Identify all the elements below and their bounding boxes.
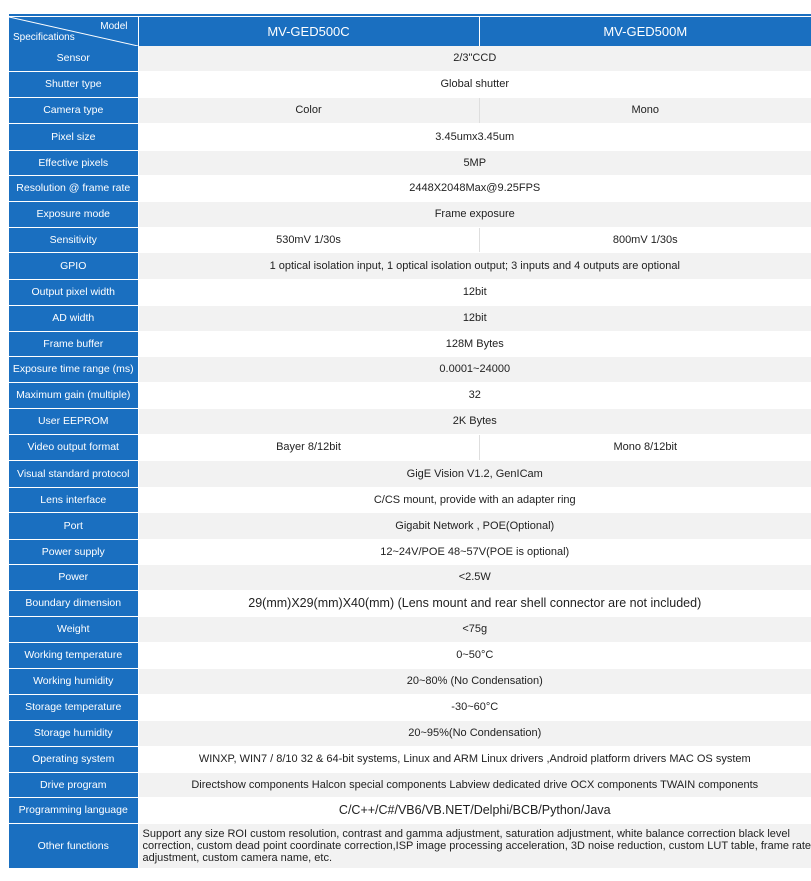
spec-label: Exposure mode: [9, 201, 138, 227]
spec-label: Lens interface: [9, 487, 138, 512]
spec-value: 2/3"CCD: [138, 46, 811, 71]
spec-label: Frame buffer: [9, 331, 138, 356]
spec-value: Global shutter: [138, 71, 811, 97]
spec-row: [9, 175, 811, 201]
model-b-header: MV-GED500M: [479, 17, 811, 46]
spec-row: [9, 616, 811, 642]
spec-value: 0.0001~24000: [138, 356, 811, 382]
corner-model-label: Model: [100, 21, 128, 32]
spec-value-model-b: Mono 8/12bit: [479, 434, 811, 460]
spec-row: [9, 227, 811, 252]
spec-label: Resolution @ frame rate: [9, 175, 138, 201]
spec-row: [9, 382, 811, 408]
corner-specifications-label: Specifications: [13, 32, 75, 43]
spec-label: Other functions: [9, 823, 138, 868]
spec-value: Directshow components Halcon special components Labview dedicated drive OCX components TWAIN components: [138, 772, 811, 797]
spec-row: [9, 46, 811, 71]
spec-table: [9, 17, 811, 869]
spec-row: [9, 823, 811, 868]
spec-label: Sensitivity: [9, 227, 138, 252]
model-a-header: MV-GED500C: [138, 17, 479, 46]
spec-value: 12bit: [138, 279, 811, 305]
spec-value: -30~60°C: [138, 694, 811, 720]
spec-value-model-b: Mono: [479, 97, 811, 123]
spec-label: Camera type: [9, 97, 138, 123]
spec-value: 20~95%(No Condensation): [138, 720, 811, 746]
spec-row: [9, 590, 811, 616]
spec-row: [9, 356, 811, 382]
spec-row: [9, 252, 811, 279]
spec-label: Visual standard protocol: [9, 460, 138, 487]
spec-row: [9, 434, 811, 460]
spec-value: 12bit: [138, 305, 811, 331]
spec-row: [9, 772, 811, 797]
spec-value: GigE Vision V1.2, GenICam: [138, 460, 811, 487]
spec-row: [9, 460, 811, 487]
spec-value: 2448X2048Max@9.25FPS: [138, 175, 811, 201]
spec-row: [9, 331, 811, 356]
spec-row: [9, 564, 811, 590]
spec-row: [9, 201, 811, 227]
spec-value: 12~24V/POE 48~57V(POE is optional): [138, 539, 811, 564]
spec-row: [9, 487, 811, 512]
spec-label: Programming language: [9, 797, 138, 823]
spec-row: [9, 305, 811, 331]
spec-label: Boundary dimension: [9, 590, 138, 616]
spec-row: [9, 642, 811, 668]
spec-value-model-b: 800mV 1/30s: [479, 227, 811, 252]
spec-label: Working humidity: [9, 668, 138, 694]
header-row: [9, 17, 811, 46]
spec-label: Working temperature: [9, 642, 138, 668]
spec-label: Power supply: [9, 539, 138, 564]
spec-value-model-a: Bayer 8/12bit: [138, 434, 479, 460]
spec-row: [9, 150, 811, 175]
spec-label: Sensor: [9, 46, 138, 71]
spec-value: 3.45umx3.45um: [138, 123, 811, 150]
spec-value: Support any size ROI custom resolution, contrast and gamma adjustment, saturation adjustment, white balance correction black level correction, custom dead point coordinate correction,ISP image processing acceleration, 3D noise reduction, custom LUT table, frame rate adjustment, custom camera name, etc.: [138, 823, 811, 868]
spec-label: Weight: [9, 616, 138, 642]
spec-row: [9, 746, 811, 772]
spec-label: Pixel size: [9, 123, 138, 150]
spec-row: [9, 539, 811, 564]
spec-label: Effective pixels: [9, 150, 138, 175]
spec-value: 5MP: [138, 150, 811, 175]
spec-value: Gigabit Network , POE(Optional): [138, 512, 811, 539]
header-corner: [9, 17, 138, 46]
spec-value-model-a: Color: [138, 97, 479, 123]
spec-label: AD width: [9, 305, 138, 331]
spec-value: C/C++/C#/VB6/VB.NET/Delphi/BCB/Python/Java: [138, 797, 811, 823]
spec-value: 29(mm)X29(mm)X40(mm) (Lens mount and rear shell connector are not included): [138, 590, 811, 616]
spec-label: Maximum gain (multiple): [9, 382, 138, 408]
spec-row: [9, 408, 811, 434]
spec-value: <2.5W: [138, 564, 811, 590]
spec-value: 128M Bytes: [138, 331, 811, 356]
spec-value: <75g: [138, 616, 811, 642]
spec-row: [9, 279, 811, 305]
spec-value: 0~50°C: [138, 642, 811, 668]
spec-label: User EEPROM: [9, 408, 138, 434]
spec-row: [9, 694, 811, 720]
spec-row: [9, 797, 811, 823]
spec-label: Exposure time range (ms): [9, 356, 138, 382]
spec-label: Power: [9, 564, 138, 590]
spec-label: GPIO: [9, 252, 138, 279]
spec-value: Frame exposure: [138, 201, 811, 227]
spec-label: Shutter type: [9, 71, 138, 97]
spec-label: Operating system: [9, 746, 138, 772]
top-rule: [9, 14, 811, 16]
spec-row: [9, 512, 811, 539]
spec-value-model-a: 530mV 1/30s: [138, 227, 479, 252]
spec-row: [9, 97, 811, 123]
spec-value: 1 optical isolation input, 1 optical isolation output; 3 inputs and 4 outputs are optional: [138, 252, 811, 279]
spec-row: [9, 123, 811, 150]
spec-value: 32: [138, 382, 811, 408]
spec-row: [9, 71, 811, 97]
spec-value: 2K Bytes: [138, 408, 811, 434]
spec-label: Output pixel width: [9, 279, 138, 305]
spec-value: C/CS mount, provide with an adapter ring: [138, 487, 811, 512]
spec-label: Storage temperature: [9, 694, 138, 720]
spec-row: [9, 720, 811, 746]
spec-label: Port: [9, 512, 138, 539]
spec-value: WINXP, WIN7 / 8/10 32 & 64-bit systems, Linux and ARM Linux drivers ,Android platform drivers MAC OS system: [138, 746, 811, 772]
spec-row: [9, 668, 811, 694]
spec-value: 20~80% (No Condensation): [138, 668, 811, 694]
spec-label: Video output format: [9, 434, 138, 460]
spec-label: Storage humidity: [9, 720, 138, 746]
spec-label: Drive program: [9, 772, 138, 797]
